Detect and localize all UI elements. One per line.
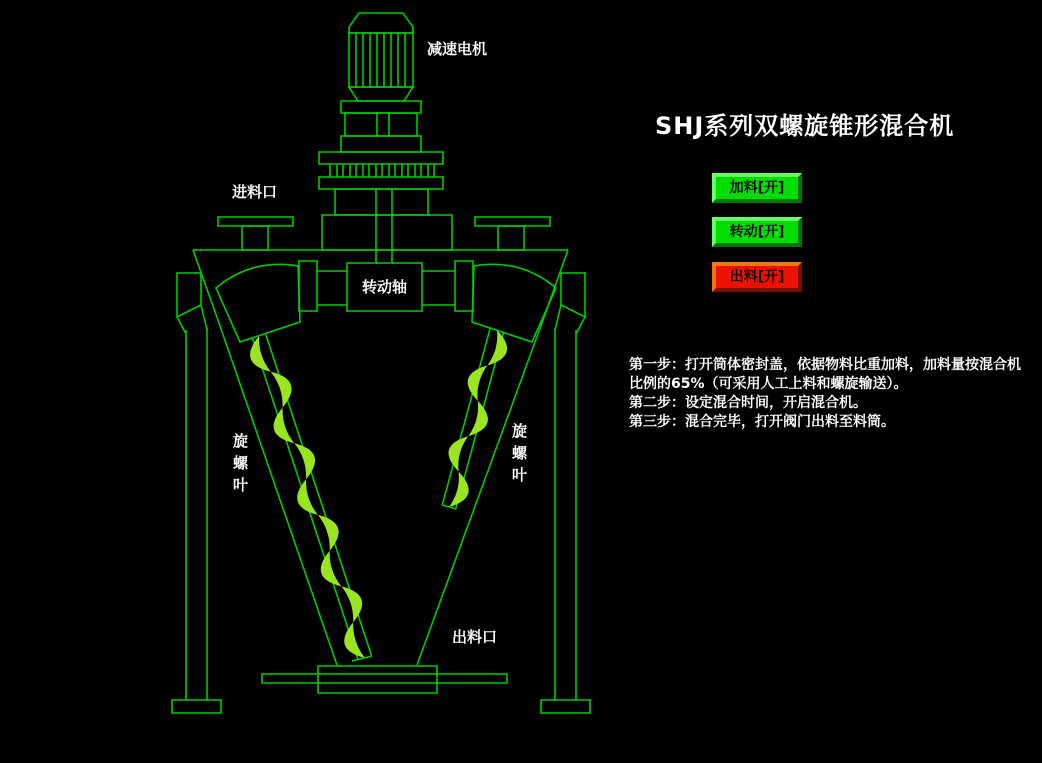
discharge-button[interactable]: 出料[开] [712,262,802,292]
motor-body [349,33,413,87]
motor-base-plate [341,101,421,113]
upper-flange [319,152,443,164]
right-leg [555,328,576,700]
left-foot [172,700,221,713]
inlet-right-pipe [498,226,524,250]
bearing-left [216,261,317,342]
main-shaft-lines [376,189,392,263]
outlet-flange-box [318,666,437,693]
rotate-button[interactable]: 转动[开] [712,217,802,247]
bearing-right-housing [472,264,556,342]
right-bracket [561,273,585,317]
screw-right [442,328,507,509]
left-bracket [177,273,201,317]
outlet-slide-gate [262,674,507,683]
inlet-left [218,217,293,250]
motor-group [341,13,421,113]
motor-fins [356,33,405,87]
outlet-assembly [262,666,507,693]
left-leg [186,328,207,700]
gearbox-stack [319,113,452,263]
motor-cap [349,13,413,33]
inlet-left-flange [218,217,293,226]
inlet-label: 进料口 [232,183,278,201]
instruction-line: 第二步：设定混合时间，开启混合机。 [629,395,867,411]
instruction-line: 第三步：混合完毕，打开阀门出料至料筒。 [629,414,895,430]
inlet-right [475,217,550,250]
inlet-left-pipe [242,226,268,250]
bearing-left-block [299,261,317,311]
page-title: SHJ系列双螺旋锥形混合机 [655,112,955,140]
cone-left-edge [193,250,337,665]
bearing-right-block [455,261,473,311]
motor-label: 减速电机 [427,40,488,58]
lower-flange [319,177,443,189]
feed-button[interactable]: 加料[开] [712,173,802,203]
motor-skirt [349,87,413,101]
bearing-left-housing [216,264,300,342]
screw-left-label: 旋螺叶 [233,432,249,494]
screw-right-label: 旋螺叶 [512,422,528,484]
instruction-line: 第一步：打开筒体密封盖，依据物料比重加料，加料量按混合机 [629,357,1021,373]
operation-instructions [629,356,1041,432]
inlet-right-flange [475,217,550,226]
screw-left [250,334,372,661]
right-foot [541,700,590,713]
top-cover [322,215,452,250]
instruction-line: 比例的65%（可采用人工上料和螺旋输送）。 [629,376,908,392]
drive-shaft-label: 转动轴 [361,278,407,296]
bearing-right [455,261,556,342]
outlet-label: 出料口 [452,628,498,646]
screw-right-blades [449,330,508,507]
cooling-ribs [330,164,434,177]
